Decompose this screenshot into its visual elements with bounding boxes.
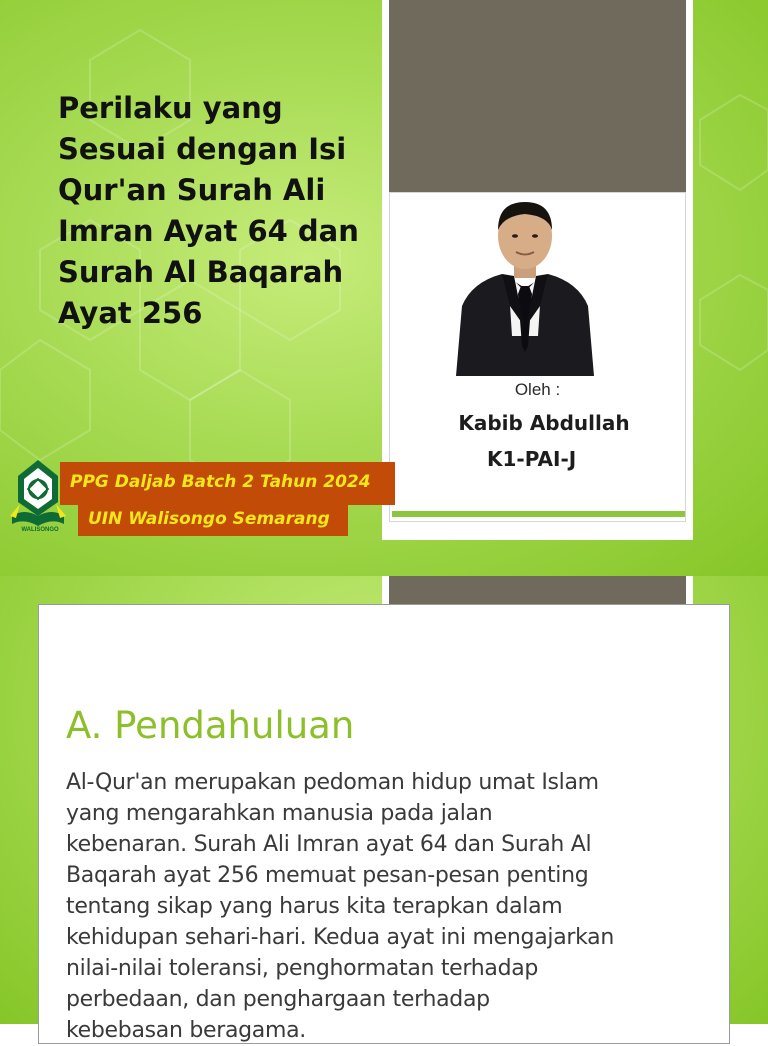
intro-paragraph — [66, 767, 716, 1046]
author-class-code: K1-PAI-J — [487, 447, 577, 471]
paragraph-line: perbedaan, dan penghargaan terhadap — [66, 987, 490, 1012]
presentation-title — [58, 88, 378, 334]
card-accent-line — [392, 511, 685, 517]
paragraph-line: Al-Qur'an merupakan pedoman hidup umat Islam — [66, 770, 599, 795]
header-color-block — [389, 0, 686, 192]
title-line: Ayat 256 — [58, 296, 203, 330]
paragraph-line: yang mengarahkan manusia pada jalan — [66, 801, 493, 826]
program-banner: PPG Daljab Batch 2 Tahun 2024 — [60, 462, 395, 505]
content-card — [38, 604, 730, 1044]
paragraph-line: kebebasan beragama. — [66, 1018, 306, 1043]
university-banner: UIN Walisongo Semarang — [78, 503, 348, 536]
title-line: Surah Al Baqarah — [58, 255, 344, 289]
by-label: Oleh : — [514, 380, 561, 399]
content-slide — [0, 576, 768, 1043]
section-heading: A. Pendahuluan — [66, 704, 355, 747]
title-line: Sesuai dengan Isi — [58, 132, 347, 166]
title-line: Imran Ayat 64 dan — [58, 214, 359, 248]
author-name: Kabib Abdullah — [458, 411, 630, 435]
paragraph-line: tentang sikap yang harus kita terapkan dalam — [66, 894, 563, 919]
title-line: Qur'an Surah Ali — [58, 173, 326, 207]
paragraph-line: Baqarah ayat 256 memuat pesan-pesan penting — [66, 863, 589, 888]
paragraph-line: kebenaran. Surah Ali Imran ayat 64 dan Surah Al — [66, 832, 592, 857]
paragraph-line: kehidupan sehari-hari. Kedua ayat ini mengajarkan — [66, 925, 615, 950]
paragraph-line: nilai-nilai toleransi, penghormatan terhadap — [66, 956, 539, 981]
portrait-photo-icon — [452, 196, 598, 376]
title-line: Perilaku yang — [58, 91, 283, 125]
logo-caption: WALISONGO — [21, 527, 59, 533]
